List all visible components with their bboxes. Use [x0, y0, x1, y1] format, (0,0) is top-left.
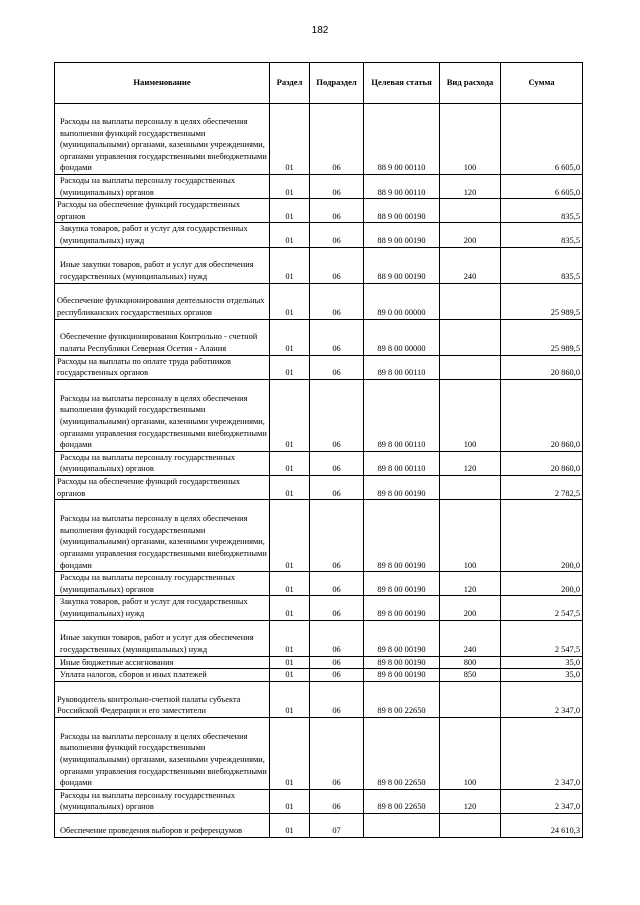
row-name: Обеспечение функционирования деятельности отдельных республиканских государственных органов — [55, 283, 270, 319]
row-section: 01 — [270, 319, 310, 355]
row-section: 01 — [270, 596, 310, 620]
row-section: 01 — [270, 717, 310, 789]
row-section: 01 — [270, 379, 310, 451]
row-amount: 200,0 — [501, 500, 583, 572]
row-name: Обеспечение функционирования Контрольно - счетной палаты Республики Северная Осетия - Алания — [55, 319, 270, 355]
row-amount: 20 860,0 — [501, 379, 583, 451]
table-row — [55, 669, 583, 682]
row-section: 01 — [270, 669, 310, 682]
row-article: 89 8 00 22650 — [364, 789, 440, 813]
row-name: Закупка товаров, работ и услуг для государственных (муниципальных) нужд — [55, 223, 270, 247]
row-subsection: 06 — [310, 789, 364, 813]
row-expense: 100 — [440, 717, 501, 789]
row-subsection: 06 — [310, 355, 364, 379]
table-row — [55, 223, 583, 247]
row-subsection: 06 — [310, 175, 364, 199]
row-name: Расходы на выплаты персоналу в целях обеспечения выполнения функций государственными (муниципальными) органами, казенными учреждениями, органами управления государственными внебюджетными фондами — [55, 379, 270, 451]
table-row — [55, 319, 583, 355]
row-expense: 120 — [440, 789, 501, 813]
row-amount: 20 860,0 — [501, 355, 583, 379]
row-name: Расходы на выплаты персоналу государственных (муниципальных) органов — [55, 451, 270, 475]
row-article: 88 9 00 00110 — [364, 175, 440, 199]
row-subsection: 06 — [310, 283, 364, 319]
row-section: 01 — [270, 656, 310, 669]
row-expense: 240 — [440, 620, 501, 656]
row-amount: 6 605,0 — [501, 104, 583, 175]
row-section: 01 — [270, 813, 310, 837]
row-subsection: 06 — [310, 247, 364, 283]
row-amount: 835,5 — [501, 199, 583, 223]
row-name: Закупка товаров, работ и услуг для государственных (муниципальных) нужд — [55, 596, 270, 620]
row-name: Обеспечение проведения выборов и референдумов — [55, 813, 270, 837]
row-article: 89 8 00 00190 — [364, 656, 440, 669]
budget-table — [54, 62, 583, 838]
row-name: Иные бюджетные ассигнования — [55, 656, 270, 669]
row-amount: 35,0 — [501, 669, 583, 682]
row-expense: 120 — [440, 175, 501, 199]
row-expense — [440, 475, 501, 499]
row-section: 01 — [270, 572, 310, 596]
row-subsection: 06 — [310, 451, 364, 475]
row-section: 01 — [270, 451, 310, 475]
row-name: Расходы на выплаты персоналу государственных (муниципальных) органов — [55, 175, 270, 199]
row-section: 01 — [270, 500, 310, 572]
row-name: Расходы на выплаты персоналу государственных (муниципальных) органов — [55, 572, 270, 596]
row-article: 89 8 00 00190 — [364, 669, 440, 682]
row-name: Расходы на обеспечение функций государственных органов — [55, 475, 270, 499]
row-subsection: 06 — [310, 319, 364, 355]
row-expense: 120 — [440, 572, 501, 596]
table-row — [55, 620, 583, 656]
header-subsection: Подраздел — [310, 63, 364, 104]
row-expense: 200 — [440, 596, 501, 620]
table-row — [55, 451, 583, 475]
row-section: 01 — [270, 104, 310, 175]
row-subsection: 06 — [310, 500, 364, 572]
row-article: 89 8 00 22650 — [364, 681, 440, 717]
row-name: Расходы на выплаты персоналу государственных (муниципальных) органов — [55, 789, 270, 813]
row-expense: 200 — [440, 223, 501, 247]
row-section: 01 — [270, 283, 310, 319]
row-amount: 35,0 — [501, 656, 583, 669]
table-row — [55, 813, 583, 837]
row-amount: 6 605,0 — [501, 175, 583, 199]
row-article: 89 8 00 00190 — [364, 500, 440, 572]
row-article: 89 8 00 00110 — [364, 379, 440, 451]
row-section: 01 — [270, 789, 310, 813]
row-subsection: 06 — [310, 199, 364, 223]
row-name: Руководитель контрольно-счетной палаты субъекта Российской Федерации и его заместители — [55, 681, 270, 717]
row-name: Иные закупки товаров, работ и услуг для обеспечения государственных (муниципальных) нужд — [55, 247, 270, 283]
row-name: Иные закупки товаров, работ и услуг для обеспечения государственных (муниципальных) нужд — [55, 620, 270, 656]
table-row — [55, 789, 583, 813]
row-amount: 835,5 — [501, 223, 583, 247]
row-expense: 800 — [440, 656, 501, 669]
table-row — [55, 379, 583, 451]
row-name: Расходы на выплаты персоналу в целях обеспечения выполнения функций государственными (муниципальными) органами, казенными учреждениями, органами управления государственными внебюджетными фондами — [55, 104, 270, 175]
header-target-article: Целевая статья — [364, 63, 440, 104]
row-amount: 2 547,5 — [501, 596, 583, 620]
row-amount: 2 347,0 — [501, 681, 583, 717]
table-row — [55, 475, 583, 499]
table-row — [55, 175, 583, 199]
row-amount: 835,5 — [501, 247, 583, 283]
row-amount: 20 860,0 — [501, 451, 583, 475]
row-subsection: 06 — [310, 669, 364, 682]
row-subsection: 06 — [310, 656, 364, 669]
header-amount: Сумма — [501, 63, 583, 104]
row-amount: 2 347,0 — [501, 717, 583, 789]
row-name: Уплата налогов, сборов и иных платежей — [55, 669, 270, 682]
row-article: 88 9 00 00190 — [364, 199, 440, 223]
header-expense-type: Вид расхода — [440, 63, 501, 104]
row-amount: 25 989,5 — [501, 319, 583, 355]
row-article — [364, 813, 440, 837]
row-subsection: 06 — [310, 379, 364, 451]
header-section: Раздел — [270, 63, 310, 104]
row-article: 89 8 00 00190 — [364, 596, 440, 620]
row-article: 89 8 00 00110 — [364, 451, 440, 475]
table-row — [55, 596, 583, 620]
row-article: 89 8 00 00000 — [364, 319, 440, 355]
table-row — [55, 681, 583, 717]
row-subsection: 06 — [310, 475, 364, 499]
row-subsection: 06 — [310, 596, 364, 620]
row-expense — [440, 319, 501, 355]
row-name: Расходы на выплаты персоналу в целях обеспечения выполнения функций государственными (муниципальными) органами, казенными учреждениями, органами управления государственными внебюджетными фондами — [55, 717, 270, 789]
table-row — [55, 572, 583, 596]
table-row — [55, 500, 583, 572]
row-article: 88 9 00 00110 — [364, 104, 440, 175]
row-subsection: 06 — [310, 223, 364, 247]
row-expense: 240 — [440, 247, 501, 283]
row-section: 01 — [270, 475, 310, 499]
row-expense: 100 — [440, 500, 501, 572]
row-section: 01 — [270, 175, 310, 199]
table-header-row — [55, 63, 583, 104]
row-name: Расходы на выплаты персоналу в целях обеспечения выполнения функций государственными (муниципальными) органами, казенными учреждениями, органами управления государственными внебюджетными фондами — [55, 500, 270, 572]
page-number: 182 — [311, 25, 329, 36]
row-name: Расходы на выплаты по оплате труда работников государственных органов — [55, 355, 270, 379]
row-subsection: 06 — [310, 681, 364, 717]
row-article: 89 8 00 00190 — [364, 475, 440, 499]
table-row — [55, 199, 583, 223]
row-article: 89 8 00 00190 — [364, 620, 440, 656]
row-section: 01 — [270, 620, 310, 656]
row-subsection: 07 — [310, 813, 364, 837]
table-row — [55, 104, 583, 175]
row-article: 89 8 00 00110 — [364, 355, 440, 379]
row-expense: 100 — [440, 104, 501, 175]
row-article: 89 8 00 00190 — [364, 572, 440, 596]
row-expense — [440, 681, 501, 717]
row-section: 01 — [270, 681, 310, 717]
table-row — [55, 355, 583, 379]
row-expense — [440, 199, 501, 223]
row-subsection: 06 — [310, 572, 364, 596]
row-subsection: 06 — [310, 620, 364, 656]
row-name: Расходы на обеспечение функций государственных органов — [55, 199, 270, 223]
row-expense — [440, 813, 501, 837]
header-name: Наименование — [55, 63, 270, 104]
row-section: 01 — [270, 355, 310, 379]
row-amount: 2 347,0 — [501, 789, 583, 813]
table-row — [55, 656, 583, 669]
row-article: 89 0 00 00000 — [364, 283, 440, 319]
row-section: 01 — [270, 247, 310, 283]
row-article: 88 9 00 00190 — [364, 247, 440, 283]
row-expense: 850 — [440, 669, 501, 682]
row-article: 89 8 00 22650 — [364, 717, 440, 789]
row-amount: 25 989,5 — [501, 283, 583, 319]
row-subsection: 06 — [310, 717, 364, 789]
table-row — [55, 247, 583, 283]
row-section: 01 — [270, 199, 310, 223]
row-subsection: 06 — [310, 104, 364, 175]
table-row — [55, 283, 583, 319]
row-expense: 100 — [440, 379, 501, 451]
table-row — [55, 717, 583, 789]
row-expense — [440, 355, 501, 379]
row-amount: 200,0 — [501, 572, 583, 596]
row-article: 88 9 00 00190 — [364, 223, 440, 247]
row-section: 01 — [270, 223, 310, 247]
row-expense: 120 — [440, 451, 501, 475]
row-amount: 2 547,5 — [501, 620, 583, 656]
row-amount: 24 610,3 — [501, 813, 583, 837]
row-amount: 2 782,5 — [501, 475, 583, 499]
row-expense — [440, 283, 501, 319]
